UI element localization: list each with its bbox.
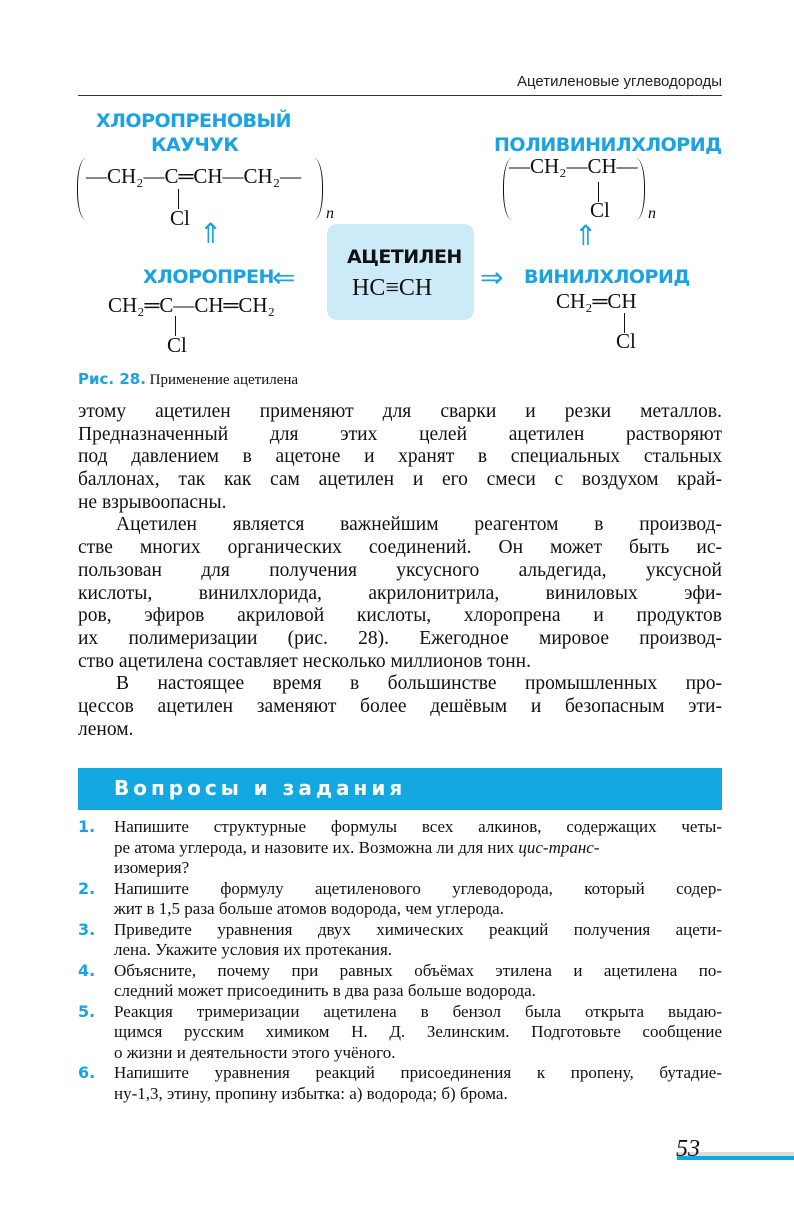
text-line: жит в 1,5 раза больше атомов водорода, чем углерода. xyxy=(114,899,504,918)
text-line: кислоты, винилхлорида, акрилонитрила, виниловых эфи- xyxy=(78,582,722,604)
text-line: В настоящее время в большинстве промышленных про- xyxy=(116,673,722,695)
caption-text: Применение ацетилена xyxy=(149,372,299,388)
label-chloroprene-rubber-1: ХЛОРОПРЕНОВЫЙ xyxy=(96,110,292,132)
arrow-up-icon: ⇑ xyxy=(199,217,223,250)
text-line: стве многих органических соединений. Он может быть ис- xyxy=(78,537,722,559)
right-bracket xyxy=(636,158,645,220)
text-line: лена. Укажите условия их протекания. xyxy=(114,940,393,959)
text-line: Реакция тримеризации ацетилена в бензол была открыта выдаю- xyxy=(114,1001,722,1021)
questions-title: Вопросы и задания xyxy=(114,776,407,800)
label-vinyl-chloride: ВИНИЛХЛОРИД xyxy=(524,266,690,288)
arrow-left-icon: ⇐ xyxy=(272,261,296,294)
text-line: о жизни и деятельности этого учёного. xyxy=(114,1042,396,1062)
question-number: 5. xyxy=(78,1001,96,1021)
text-line: ну-1,3, этину, пропину избытка: а) водорода; б) брома. xyxy=(114,1083,508,1103)
formula-acetylene: HC≡CH xyxy=(352,275,433,301)
pvc-cl: Cl xyxy=(590,198,610,222)
question-number: 2. xyxy=(78,878,96,898)
header-divider xyxy=(78,95,722,96)
question-item xyxy=(78,961,722,1002)
arrow-right-icon: ⇒ xyxy=(480,261,504,294)
text-line: ров, эфиров акриловой кислоты, хлоропрена и продуктов xyxy=(78,605,722,627)
figure-caption xyxy=(78,370,298,389)
question-number: 6. xyxy=(78,1063,96,1082)
formula-vinyl-chloride: CH₂═CH xyxy=(556,289,637,313)
text-line: Ацетилен является важнейшим реагентом в производ- xyxy=(116,514,722,536)
label-chloroprene-rubber-2: КАУЧУК xyxy=(151,134,239,156)
formula-rubber-chain: —CH₂—C═CH—CH₂— xyxy=(86,164,302,188)
question-item xyxy=(78,817,722,879)
text-line: цессов ацетилен заменяют более дешёвым и безопасным эти- xyxy=(78,695,722,717)
left-bracket xyxy=(77,158,86,220)
text-line: под давлением в ацетоне и хранят в специальных стальных xyxy=(78,446,722,468)
text-line: Объясните, почему при равных объёмах этилена и ацетилена по- xyxy=(114,960,722,980)
question-item xyxy=(78,1063,722,1104)
text-line: Приведите уравнения двух химических реакций получения ацети- xyxy=(114,919,722,939)
rubber-cl: Cl xyxy=(170,206,190,230)
text-line: этому ацетилен применяют для сварки и резки металлов. xyxy=(78,401,722,422)
text-line: леном. xyxy=(78,718,134,740)
right-bracket xyxy=(314,158,323,220)
label-pvc: ПОЛИВИНИЛХЛОРИД xyxy=(494,134,722,156)
subscript-n: n xyxy=(648,205,656,222)
questions-list xyxy=(78,817,722,1104)
text-line: изомерия? xyxy=(114,858,190,877)
question-item xyxy=(78,920,722,961)
text-line: их полимеризации (рис. 28). Ежегодное мировое производ- xyxy=(78,627,722,649)
question-number: 3. xyxy=(78,919,96,939)
label-acetylene: АЦЕТИЛЕН xyxy=(347,246,462,268)
text-line: пользован для получения уксусного альдегида, уксусной xyxy=(78,559,722,581)
formula-pvc-chain: —CH₂—CH— xyxy=(509,154,638,178)
question-number: 1. xyxy=(78,817,96,836)
page-number: 53 xyxy=(676,1136,700,1162)
questions-heading xyxy=(78,768,722,810)
caption-number: Рис. 28. xyxy=(78,370,146,388)
text-line: Напишите структурные формулы всех алкинов, содержащих четы- xyxy=(114,817,722,836)
text-line xyxy=(114,838,722,859)
arrow-up-icon: ⇑ xyxy=(574,219,598,252)
text-line: Напишите формулу ацетиленового углеводорода, который содер- xyxy=(114,878,722,898)
text-line: баллонах, так как сам ацетилен и его смеси с воздухом край- xyxy=(78,469,722,491)
text-line: следний может присоединить в два раза больше водорода. xyxy=(114,981,536,1000)
question-item xyxy=(78,879,722,920)
question-item xyxy=(78,1002,722,1064)
text-line: Напишите уравнения реакций присоединения к пропену, бутадие- xyxy=(114,1063,722,1082)
chloroprene-cl: Cl xyxy=(167,333,187,357)
formula-chloroprene: CH₂═C—CH═CH₂ xyxy=(108,293,275,317)
subscript-n: n xyxy=(326,205,334,222)
text-segment: ре атома углерода, и назовите их. Возможна ли для них xyxy=(114,837,519,857)
italic-term: цис-транс- xyxy=(518,837,600,857)
acetylene-box xyxy=(327,224,474,320)
running-header: Ацетиленовые углеводороды xyxy=(516,73,722,90)
vinyl-chloride-cl: Cl xyxy=(616,329,636,353)
text-line: щимся русским химиком Н. Д. Зелинским. Подготовьте сообщение xyxy=(114,1022,722,1041)
label-chloroprene: ХЛОРОПРЕН xyxy=(143,266,274,288)
text-line: ство ацетилена составляет несколько миллионов тонн. xyxy=(78,650,531,672)
text-line: не взрывоопасны. xyxy=(78,491,227,513)
question-number: 4. xyxy=(78,960,96,980)
body-text xyxy=(78,401,722,741)
text-line: Предназначенный для этих целей ацетилен растворяют xyxy=(78,423,722,445)
